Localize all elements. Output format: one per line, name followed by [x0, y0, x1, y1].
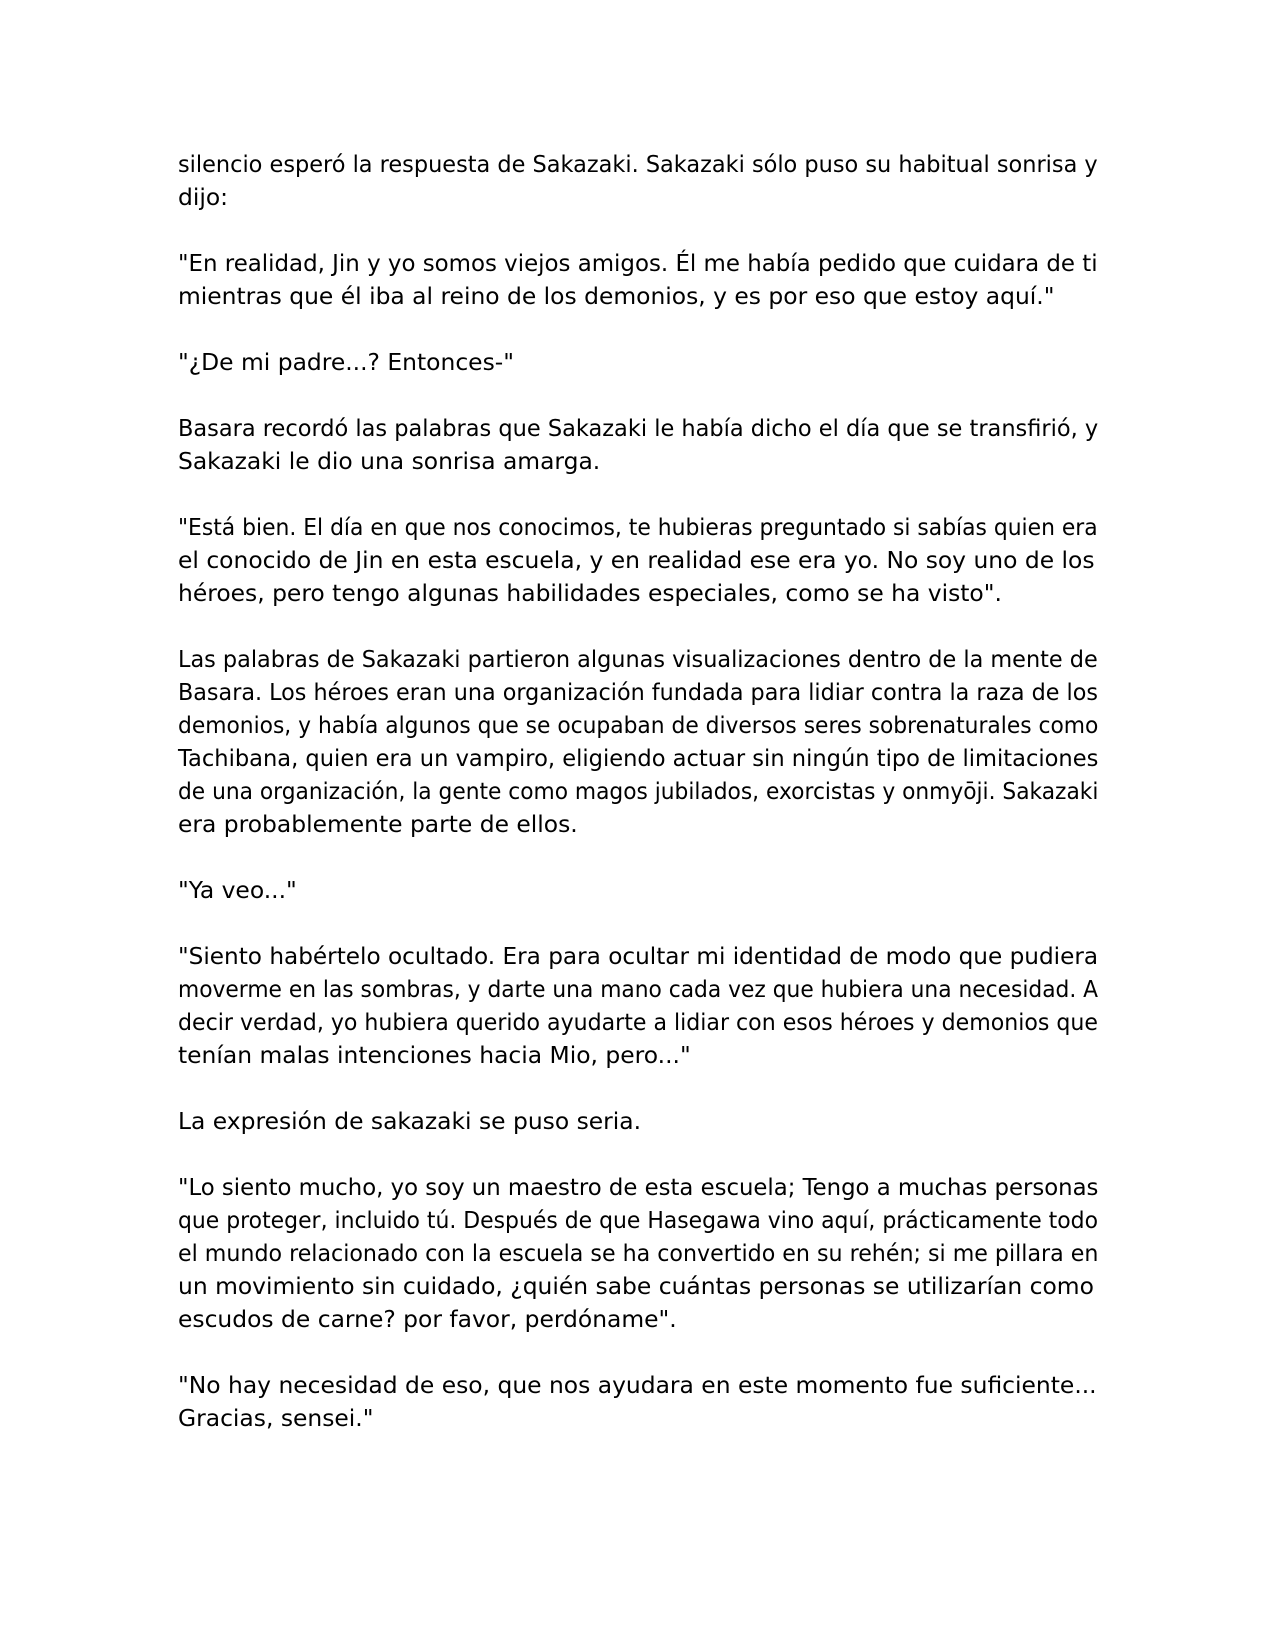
text-line: "Siento habértelo ocultado. Era para ocultar mi identidad de modo que pudiera — [178, 942, 1099, 970]
paragraph-2 — [178, 247, 1098, 313]
document-text-body — [178, 148, 1098, 1468]
paragraph-3 — [178, 346, 1098, 379]
text-line: tenían malas intenciones hacia Mio, pero..." — [178, 1041, 691, 1069]
paragraph-5 — [178, 511, 1098, 610]
text-line: el mundo relacionado con la escuela se ha convertido en su rehén; si me pillara en — [178, 1239, 1099, 1267]
text-line: Tachibana, quien era un vampiro, eligiendo actuar sin ningún tipo de limitaciones — [178, 744, 1099, 772]
text-line: "¿De mi padre...? Entonces-" — [178, 348, 514, 376]
text-line: Las palabras de Sakazaki partieron algunas visualizaciones dentro de la mente de — [178, 645, 1098, 673]
text-line: "Está bien. El día en que nos conocimos, te hubieras preguntado si sabías quien era — [178, 513, 1098, 541]
text-line: dijo: — [178, 183, 229, 211]
text-line: un movimiento sin cuidado, ¿quién sabe cuántas personas se utilizarían como — [178, 1272, 1094, 1300]
text-line: La expresión de sakazaki se puso seria. — [178, 1107, 642, 1135]
text-line: silencio esperó la respuesta de Sakazaki. Sakazaki sólo puso su habitual sonrisa y — [178, 150, 1098, 178]
paragraph-4 — [178, 412, 1098, 478]
text-line: era probablemente parte de ellos. — [178, 810, 578, 838]
text-line: "Lo siento mucho, yo soy un maestro de esta escuela; Tengo a muchas personas — [178, 1173, 1099, 1201]
paragraph-1 — [178, 148, 1098, 214]
text-line: Basara. Los héroes eran una organización fundada para lidiar contra la raza de los — [178, 678, 1098, 706]
text-line: demonios, y había algunos que se ocupaban de diversos seres sobrenaturales como — [178, 711, 1099, 739]
text-line: decir verdad, yo hubiera querido ayudarte a lidiar con esos héroes y demonios que — [178, 1008, 1098, 1036]
text-line: Sakazaki le dio una sonrisa amarga. — [178, 447, 601, 475]
text-line: mientras que él iba al reino de los demonios, y es por eso que estoy aquí." — [178, 282, 1055, 310]
text-line: héroes, pero tengo algunas habilidades especiales, como se ha visto". — [178, 579, 1002, 607]
text-line: Gracias, sensei." — [178, 1404, 374, 1432]
text-line: el conocido de Jin en esta escuela, y en realidad ese era yo. No soy uno de los — [178, 546, 1095, 574]
paragraph-10 — [178, 1171, 1098, 1336]
paragraph-9 — [178, 1105, 1098, 1138]
paragraph-7 — [178, 874, 1098, 907]
text-line: "En realidad, Jin y yo somos viejos amigos. Él me había pedido que cuidara de ti — [178, 249, 1098, 277]
text-line: "No hay necesidad de eso, que nos ayudara en este momento fue suficiente... — [178, 1371, 1097, 1399]
paragraph-11 — [178, 1369, 1098, 1435]
text-line: moverme en las sombras, y darte una mano cada vez que hubiera una necesidad. A — [178, 975, 1099, 1003]
text-line: "Ya veo..." — [178, 876, 297, 904]
text-line: escudos de carne? por favor, perdóname". — [178, 1305, 677, 1333]
text-line: Basara recordó las palabras que Sakazaki le había dicho el día que se transfirió, y — [178, 414, 1099, 442]
paragraph-6 — [178, 643, 1098, 841]
paragraph-8 — [178, 940, 1098, 1072]
text-line: de una organización, la gente como magos jubilados, exorcistas y onmyōji. Sakazaki — [178, 777, 1099, 805]
text-line: que proteger, incluido tú. Después de que Hasegawa vino aquí, prácticamente todo — [178, 1206, 1098, 1234]
